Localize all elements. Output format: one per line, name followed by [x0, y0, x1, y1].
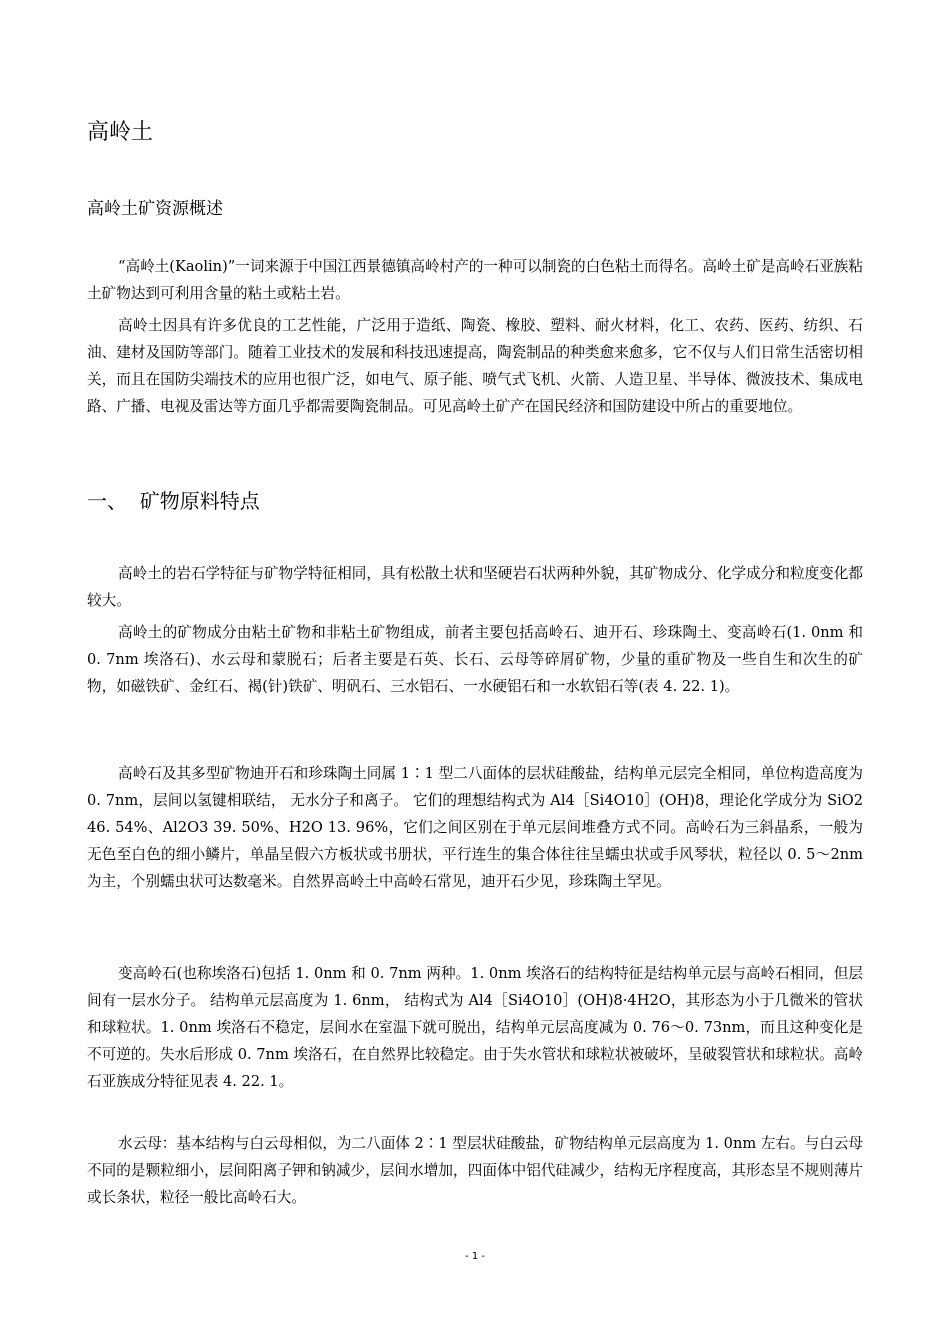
paragraph-hydromica: 水云母：基本结构与白云母相似，为二八面体 2∶1 型层状硅酸盐，矿物结构单元层高度为 1. 0nm 左右。与白云母不同的是颗粒细小，层间阳离子钾和钠减少，层间水增加，四面体中铝代硅减少，结构无序程度高，其形态呈不规则薄片或长条状，粒径一般比高岭石大。 [87, 1135, 863, 1206]
paragraph-kaolin-origin: “高岭土(Kaolin)”一词来源于中国江西景德镇高岭村产的一种可以制瓷的白色粘土而得名。高岭土矿是高岭石亚族粘土矿物达到可利用含量的粘土或粘土岩。 [87, 258, 863, 302]
paragraph-mineral-composition: 高岭土的矿物成分由粘土矿物和非粘土矿物组成，前者主要包括高岭石、迪开石、珍珠陶土、变高岭石(1. 0nm 和 0. 7nm 埃洛石)、水云母和蒙脱石；后者主要是石英、长石、云母等碎屑矿物，少量的重矿物及一些自生和次生的矿物，如磁铁矿、金红石、褐(针)铁矿、明矾石、三水铝石、一水硬铝石和一水软铝石等(表 4. 22. 1)。 [87, 624, 863, 695]
page-number: - 1 - [465, 1251, 485, 1262]
paragraph-kaolin-uses: 高岭土因具有许多优良的工艺性能，广泛用于造纸、陶瓷、橡胶、塑料、耐火材料，化工、农药、医药、纺织、石油、建材及国防等部门。随着工业技术的发展和科技迅速提高，陶瓷制品的种类愈来愈多，它不仅与人们日常生活密切相关，而且在国防尖端技术的应用也很广泛，如电气、原子能、喷气式飞机、火箭、人造卫星、半导体、微波技术、集成电路、广播、电视及雷达等方面几乎都需要陶瓷制品。可见高岭土矿产在国民经济和国防建设中所占的重要地位。 [87, 317, 863, 415]
paragraph-halloysite: 变高岭石(也称埃洛石)包括 1. 0nm 和 0. 7nm 两种。1. 0nm 埃洛石的结构特征是结构单元层与高岭石相同，但层间有一层水分子。 结构单元层高度为 1. 6nm， 结构式为 Al4［Si4O10］(OH)8·4H2O，其形态为小于几微米的管状和球粒状。1. 0nm 埃洛石不稳定，层间水在室温下就可脱出，结构单元层高度减为 0. 76～0. 73nm，而且这种变化是不可逆的。失水后形成 0. 7nm 埃洛石，在自然界比较稳定。由于失水管状和球粒状被破坏，呈破裂管状和球粒状。高岭石亚族成分特征见表 4. 22. 1。 [87, 965, 863, 1090]
document-title: 高岭土 [87, 120, 154, 145]
paragraph-petrology: 高岭土的岩石学特征与矿物学特征相同，具有松散土状和坚硬岩石状两种外貌，其矿物成分、化学成分和粒度变化都较大。 [87, 565, 863, 609]
paragraph-kaolinite: 高岭石及其多型矿物迪开石和珍珠陶土同属 1∶1 型二八面体的层状硅酸盐，结构单元层完全相同，单位构造高度为 0. 7nm，层间以氢键相联结， 无水分子和离子。 它们的理想结构式为 Al4［Si4O10］(OH)8，理论化学成分为 SiO2 46. 54%、Al2O3 39. 50%、H2O 13. 96%，它们之间区别在于单元层间堆叠方式不同。高岭石为三斜晶系，一般为无色至白色的细小鳞片，单晶呈假六方板状或书册状，平行连生的集合体往往呈蠕虫状或手风琴状，粒径以 0. 5～2nm 为主，个别蠕虫状可达数毫米。自然界高岭土中高岭石常见，迪开石少见，珍珠陶土罕见。 [87, 765, 863, 890]
section-heading-mineral-features: 一、 矿物原料特点 [87, 489, 260, 513]
document-subtitle: 高岭土矿资源概述 [87, 199, 223, 219]
